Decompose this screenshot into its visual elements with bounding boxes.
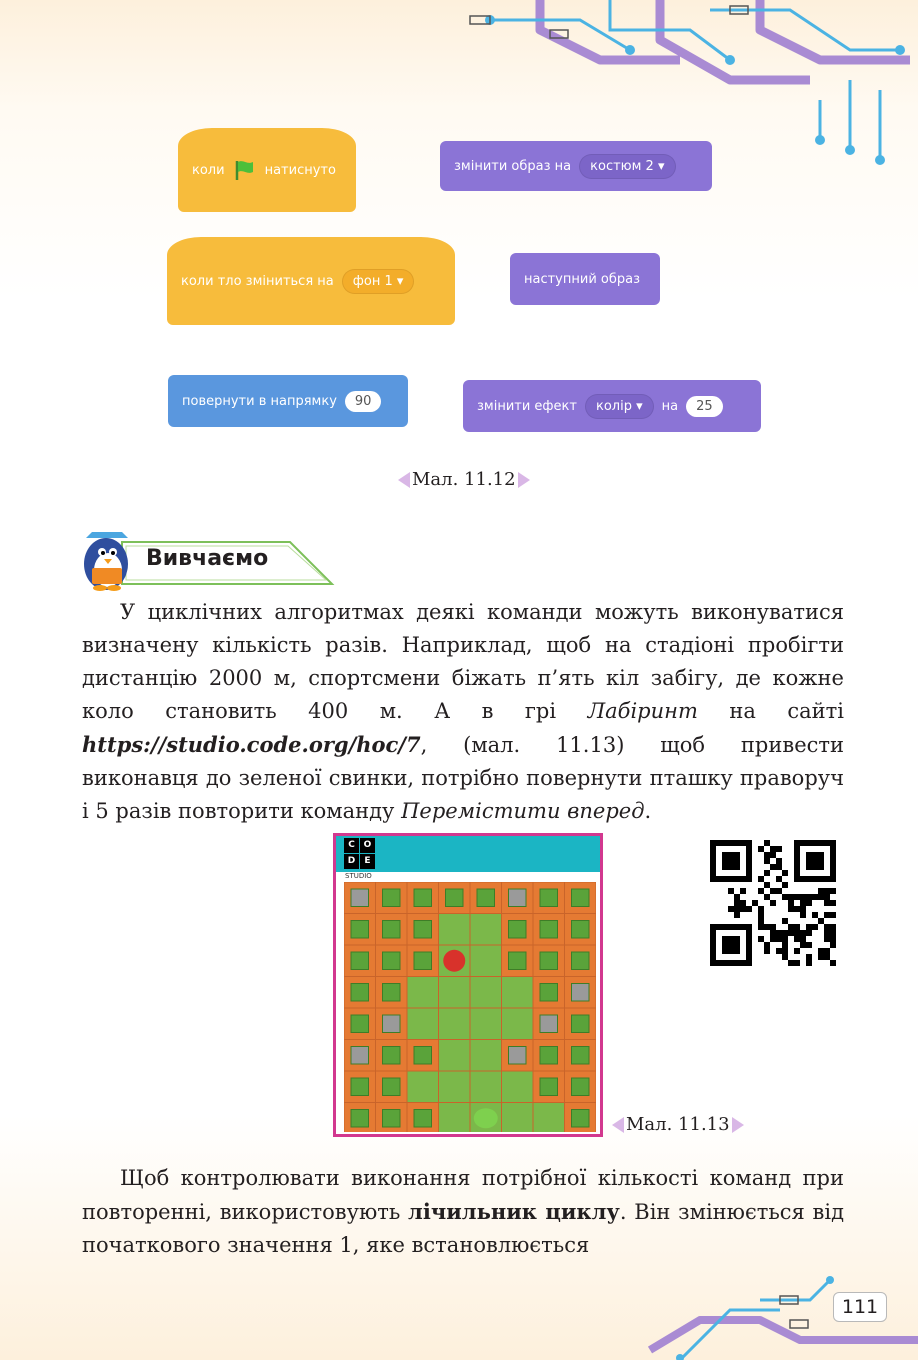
block-text: змінити ефект <box>477 398 577 414</box>
block-text: наступний образ <box>524 271 641 287</box>
text-segment: Щоб контролювати виконання потрібної кількості команд при повторенні, використовують <box>82 1166 844 1224</box>
block-text: коли <box>192 162 225 178</box>
text-segment: . Він змінюється від початкового значення 1, яке встановлюється <box>82 1200 844 1257</box>
effect-amount: 25 <box>686 396 723 417</box>
next-costume-block <box>510 253 660 305</box>
block-text: повернути в напрямку <box>182 393 337 409</box>
page-number: 111 <box>833 1292 887 1322</box>
when-backdrop-switches-block <box>167 237 455 325</box>
green-flag-icon <box>233 159 257 181</box>
block-text: натиснуто <box>264 162 336 178</box>
paragraph-cyclic-algorithms <box>82 596 844 828</box>
point-in-direction-block <box>168 375 408 427</box>
maze-game-screenshot <box>333 833 603 1137</box>
switch-costume-block <box>440 141 712 191</box>
caption-arrow-right-icon <box>518 472 530 488</box>
effect-dropdown: колір ▾ <box>585 394 654 419</box>
code-studio-logo: C O D E <box>344 838 378 869</box>
text-segment: У циклічних алгоритмах деякі команди можуть виконуватися визначену кількість разів. Наприклад, щоб на стадіоні пробігти дистанцію 2000 м, спортсмени біжать п’ять кіл забігу, де кожне коло становить 400 м. А в грі <box>82 600 844 723</box>
command-name: Перемістити вперед <box>401 799 645 823</box>
term-loop-counter: лічильник циклу <box>408 1199 620 1224</box>
caption-text: Мал. 11.13 <box>626 1114 730 1135</box>
penguin-mascot-icon <box>84 532 128 591</box>
game-name: Лабіринт <box>587 699 698 723</box>
paragraph-loop-counter <box>82 1162 844 1262</box>
direction-value: 90 <box>345 391 382 412</box>
caption-arrow-right-icon <box>732 1117 744 1133</box>
caption-text: Мал. 11.12 <box>412 469 516 490</box>
text-segment: на сайті <box>697 699 845 723</box>
section-title: Вивчаємо <box>146 546 269 571</box>
figure-caption-11-13 <box>612 1114 744 1135</box>
caption-arrow-left-icon <box>612 1117 624 1133</box>
caption-arrow-left-icon <box>398 472 410 488</box>
block-text: змінити образ на <box>454 158 572 174</box>
figure-caption-11-12 <box>398 469 530 490</box>
change-effect-block <box>463 380 761 432</box>
block-text: коли тло зміниться на <box>181 273 334 289</box>
when-flag-clicked-block <box>178 128 356 212</box>
qr-code <box>710 840 836 966</box>
green-pig-icon <box>474 1108 498 1128</box>
maze-board <box>344 882 596 1132</box>
backdrop-dropdown: фон 1 ▾ <box>342 269 415 294</box>
code-studio-subtitle: STUDIO <box>345 872 372 880</box>
costume-dropdown: костюм 2 ▾ <box>579 154 675 179</box>
site-url: https://studio.code.org/hoc/7 <box>82 732 421 757</box>
text-segment: . <box>644 799 652 823</box>
block-text: на <box>661 398 679 414</box>
angry-bird-icon <box>443 950 465 972</box>
text-segment: , (мал. 11.13) щоб привести виконавця до зеленої свинки, потрібно повернути пташку праворуч і 5 разів повторити команду <box>82 733 844 823</box>
